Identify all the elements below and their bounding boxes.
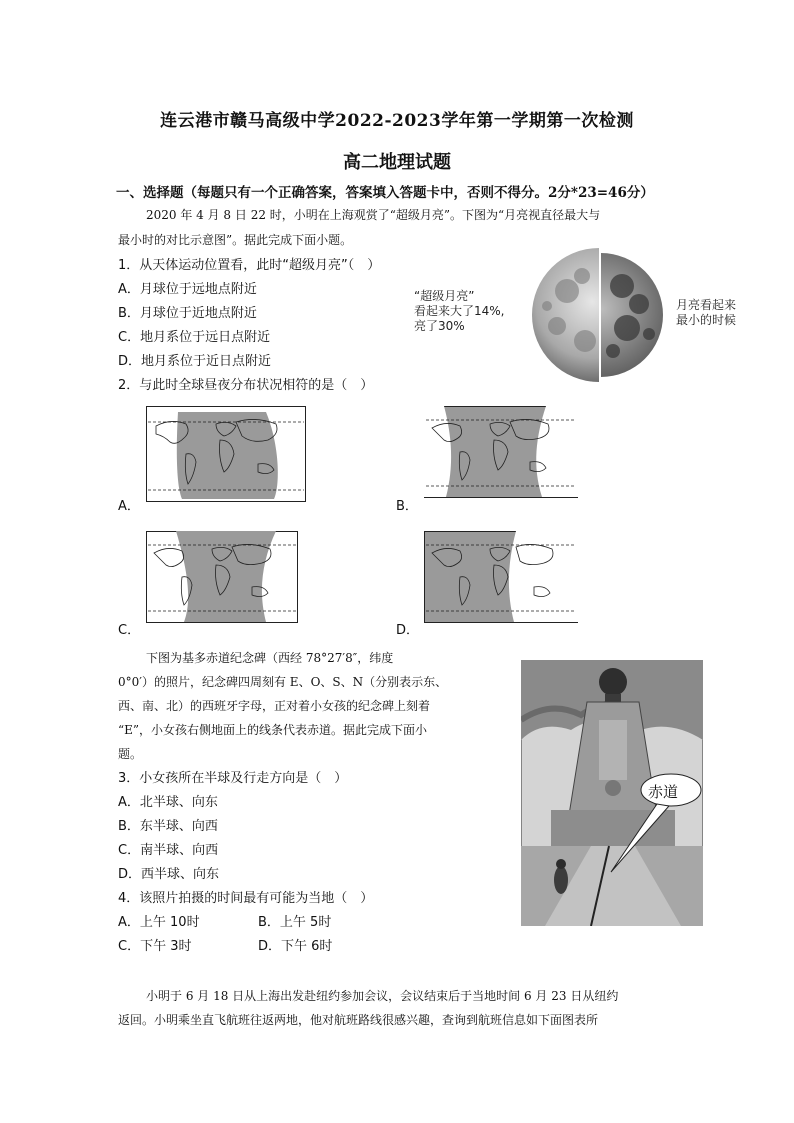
q4-option-d: D．下午 6时	[258, 939, 333, 954]
passage2-line2: 0°0′）的照片，纪念碑四周刻有 E、O、S、N（分别表示东、	[118, 675, 448, 689]
daynight-map-b	[424, 406, 578, 498]
passage3-line2: 返回。小明乘坐直飞航班往返两地，他对航班路线很感兴趣，查询到航班信息如下面图表所	[118, 1013, 599, 1027]
map-label-c: C．	[118, 623, 141, 638]
moon-label-smallest	[676, 298, 756, 328]
equator-callout-label: 赤道	[648, 783, 679, 801]
passage1-line2: 最小时的对比示意图”。据此完成下面小题。	[118, 233, 353, 247]
moon-comparison-figure	[527, 246, 673, 384]
daynight-map-d	[424, 531, 578, 623]
q3-option-c: C．南半球、向西	[118, 843, 219, 858]
passage2-line5: 题。	[118, 747, 143, 761]
moon-label-smallest-line2: 最小的时候	[676, 313, 737, 327]
passage3-line1: 小明于 6 月 18 日从上海出发赴纽约参加会议，会议结束后于当地时间 6 月 23 日从纽约	[146, 989, 619, 1003]
moon-label-smallest-line1: 月亮看起来	[676, 298, 737, 312]
q4-stem: 4．该照片拍摄的时间最有可能为当地（ ）	[118, 891, 374, 906]
passage1-line1: 2020 年 4 月 8 日 22 时，小明在上海观赏了“超级月亮”。下图为“月亮视直径最大与	[146, 208, 601, 222]
q4-option-a: A．上午 10时	[118, 915, 200, 930]
q3-option-b: B．东半球、向西	[118, 819, 218, 834]
passage2-line4: “E”，小女孩右侧地面上的线条代表赤道。据此完成下面小	[118, 723, 428, 737]
q3-option-d: D．西半球、向东	[118, 867, 220, 882]
map-label-a: A．	[118, 499, 140, 514]
exam-title: 连云港市赣马高级中学2022-2023学年第一学期第一次检测	[160, 111, 634, 131]
q2-stem: 2．与此时全球昼夜分布状况相符的是（ ）	[118, 378, 374, 393]
passage2-line1: 下图为基多赤道纪念碑（西经 78°27′8″，纬度	[146, 651, 394, 665]
passage2-line3: 西、南、北）的西班牙字母，正对着小女孩的纪念碑上刻着	[118, 699, 431, 713]
moon-label-supermoon-line2: 看起来大了14%,	[414, 304, 505, 318]
q1-option-d: D．地月系位于近日点附近	[118, 354, 272, 369]
section-heading: 一、选择题（每题只有一个正确答案，答案填入答题卡中，否则不得分。2分*23=46分）	[116, 185, 654, 201]
moon-label-supermoon-line3: 亮了30%	[414, 319, 465, 333]
map-label-d: D．	[396, 623, 420, 638]
q3-option-a: A．北半球、向东	[118, 795, 218, 810]
daynight-map-a	[146, 406, 306, 502]
q1-option-b: B．月球位于近地点附近	[118, 306, 257, 321]
exam-subtitle: 高二地理试题	[343, 152, 451, 173]
q1-stem: 1．从天体运动位置看，此时“超级月亮”（ ）	[118, 258, 381, 273]
q4-option-b: B．上午 5时	[258, 915, 332, 930]
q3-stem: 3．小女孩所在半球及行走方向是（ ）	[118, 771, 348, 786]
moon-label-supermoon-line1: “超级月亮”	[414, 289, 475, 303]
q1-option-a: A．月球位于远地点附近	[118, 282, 257, 297]
q4-option-c: C．下午 3时	[118, 939, 192, 954]
moon-label-supermoon	[414, 289, 534, 334]
map-label-b: B．	[396, 499, 418, 514]
daynight-map-c	[146, 531, 298, 623]
q1-option-c: C．地月系位于远日点附近	[118, 330, 271, 345]
